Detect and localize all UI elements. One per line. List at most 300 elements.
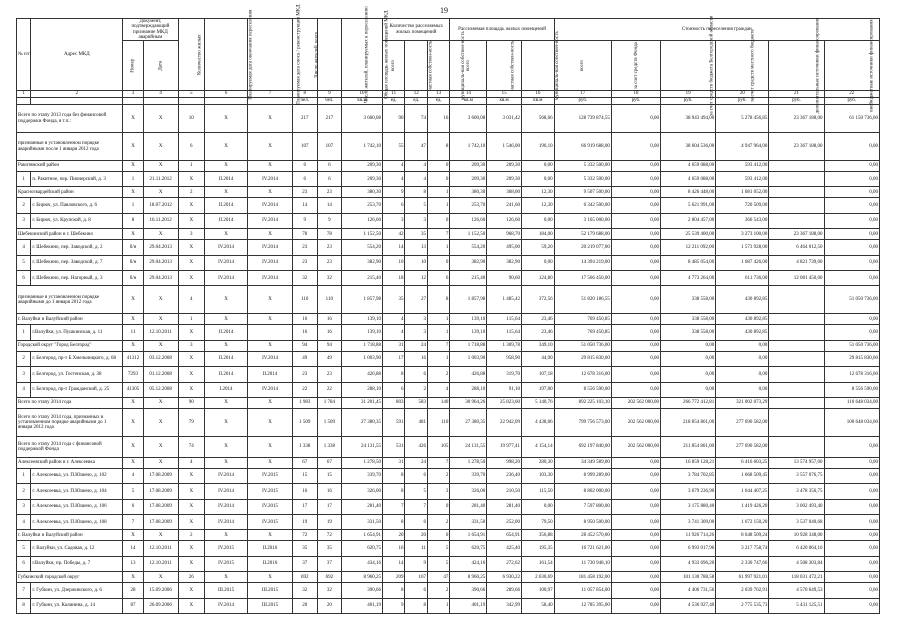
table-cell: 0,00 [611,484,660,499]
table-cell: 4 [405,172,427,187]
table-cell: 1 [427,198,449,213]
table-cell: 0,00 [611,133,660,161]
table-cell: IV.2014 [205,468,248,483]
table-cell: 5 431 125,51 [769,598,824,613]
page-number: 19 [440,6,448,15]
table-cell: 0 [427,172,449,187]
table-cell: X [205,187,248,198]
table-cell: 115,64 [487,325,522,340]
table-cell: 14 [382,556,404,571]
table-cell: X [123,229,143,240]
table-cell: 1 [123,198,143,213]
address-cell: г. Алексеевка, ул. П.Юшено, д. 106 [31,499,123,514]
table-cell: 0,00 [611,583,660,598]
table-cell: 692 [317,572,342,583]
table-cell: 34 349 589,00 [554,457,611,468]
table-cell: 5 [123,484,143,499]
table-cell: 61 150 736,00 [824,105,879,133]
table-cell: б/н [123,255,143,270]
address-cell: г. Бирюч, ул. Крупской, д. 8 [31,213,123,228]
table-cell: 110 [427,408,449,436]
header-cost: Стоимость переселения граждан [554,19,879,41]
table-cell: IV.2015 [248,484,293,499]
table-cell: 554,20 [342,240,383,255]
unit-cell [17,98,31,105]
table-cell: 32 [317,583,342,598]
table-cell: 209,30 [487,161,522,172]
table-cell: 8 556 590,00 [554,382,611,397]
table-cell: 0,00 [611,187,660,198]
table-cell: X [143,530,178,541]
table-cell: 103,30 [521,468,554,483]
table-cell: X [205,572,248,583]
table-cell: 29 815 830,00 [824,351,879,366]
header-cost-additional: дополнительные источники финансирования [769,41,824,91]
table-cell: 90,60 [487,270,522,285]
table-cell: 0,00 [611,325,660,340]
table-cell: 6 [317,172,342,187]
table-cell: IV.2014 [205,255,248,270]
table-cell: X [123,436,143,457]
table-cell: 3 600,08 [342,105,383,133]
table-cell: 1 857,98 [342,286,383,314]
table-cell: 1 338 [317,436,342,457]
table-cell: 01.12.2008 [143,367,178,382]
table-cell: X [178,172,205,187]
table-cell: 21.11.2012 [143,172,178,187]
table-cell: X [205,286,248,314]
column-number: 7 [248,91,293,98]
table-cell: 14 394 219,00 [554,255,611,270]
unit-cell: руб. [660,98,715,105]
table-cell: 29.04.2013 [143,240,178,255]
table-cell: 7293 [123,367,143,382]
table-cell: 6 [17,270,31,285]
table-cell: 0,00 [824,583,879,598]
table-cell: X [143,229,178,240]
table-cell: 2 [178,187,205,198]
table-row [17,556,880,571]
column-number: 16 [521,91,554,98]
table-cell: 1 152,50 [450,229,487,240]
table-cell: 288,10 [342,382,383,397]
table-cell: 16 859 128,21 [660,457,715,468]
header-cost-extrabudget: внебюджетные источники финансирования [824,41,879,91]
table-row [17,530,880,541]
table-cell: X [178,515,205,530]
table-cell: 209 [382,572,404,583]
table-cell: 0,00 [824,541,879,556]
table-cell: 14 [123,541,143,556]
table-cell: IV.2014 [248,240,293,255]
table-cell: 94 [317,340,342,351]
table-cell: 4 [382,161,404,172]
table-cell: 0 [427,161,449,172]
table-cell: 15 [317,468,342,483]
table-cell: 720 509,00 [716,198,769,213]
table-cell: 202 562 000,00 [611,397,660,408]
unit-cell: кв.м [450,98,487,105]
table-cell: 0,00 [611,351,660,366]
table-cell: 35 [382,286,404,314]
row-title: Губкинский городской округ [17,572,123,583]
column-number: 13 [427,91,449,98]
table-cell: 620,75 [450,541,487,556]
table-row [17,133,880,161]
header-address: Адрес МКД [31,19,123,91]
table-cell: 9 [382,598,404,613]
table-cell: 390,66 [342,583,383,598]
table-cell: 593 412,00 [716,161,769,172]
table-cell: 280,30 [521,457,554,468]
table-cell: X [248,408,293,436]
table-cell: 1 [427,314,449,325]
table-cell: 8 485 054,00 [660,255,715,270]
row-title: Всего по этапу 2014 года, признанных в установленном порядке аварийными до 1 января 2012 года [17,408,123,436]
table-cell: 0,00 [611,457,660,468]
table-cell: 0,00 [521,499,554,514]
table-cell: 0 [427,255,449,270]
table-cell: IV.2015 [248,499,293,514]
header-qty-municipal: муниципаль-ная собствен-ность [427,41,449,91]
table-cell: 8 648 509,24 [716,530,769,541]
column-number: 14 [450,91,487,98]
table-cell: 5 [17,541,31,556]
table-cell: 23 367 188,00 [769,133,824,161]
column-number: 4 [143,91,178,98]
table-cell: 2 [405,382,427,397]
table-cell: 0,00 [824,325,879,340]
table-cell: 5 [427,556,449,571]
table-cell: 799 756 573,00 [554,408,611,436]
table-cell: IV.2014 [248,351,293,366]
table-cell: 17 566 450,00 [554,270,611,285]
table-cell: 1 [178,161,205,172]
header-doc-number: Номер [123,41,143,91]
table-cell: 23,46 [521,314,554,325]
table-cell: 4 [178,286,205,314]
table-cell: 426 [405,436,427,457]
table-cell: 1 [427,187,449,198]
table-cell: 5 621 991,00 [660,198,715,213]
table-cell: 03.12.2008 [143,351,178,366]
table-cell: X [248,161,293,172]
table-cell: 272,62 [487,556,522,571]
table-cell: 11 [123,325,143,340]
table-cell: IV.2014 [248,172,293,187]
table-cell: 11 [405,541,427,556]
header-qty-private: частная собствен-ность [405,41,427,91]
table-cell: 67 [317,457,342,468]
table-cell: 8 [405,598,427,613]
table-cell: 0,00 [660,340,715,351]
resettlement-table [16,4,880,614]
table-cell: 5 [405,198,427,213]
table-cell: 338 558,00 [660,286,715,314]
table-cell: 1 784 [317,397,342,408]
table-cell: 6 [382,198,404,213]
table-cell: 2 [17,198,31,213]
table-cell: 0 [427,530,449,541]
table-cell: 23,46 [521,325,554,340]
table-cell: 23 [293,240,318,255]
unit-cell [31,98,123,105]
table-cell: 372,56 [521,286,554,314]
table-cell: 10 [405,255,427,270]
table-cell: 79 [178,408,205,436]
table-cell: 1 278,50 [342,457,383,468]
table-cell: 126,60 [342,213,383,228]
table-cell: 05.12.2008 [143,382,178,397]
table-cell: 90 [382,105,404,133]
table-cell: 6 [405,367,427,382]
table-cell [769,325,824,340]
table-cell: 25 539 400,00 [660,229,715,240]
table-cell: 401,19 [342,598,383,613]
table-cell: 266 772 412,81 [660,397,715,408]
address-cell: г. Алексеевка, ул. П.Юшено, д. 102 [31,468,123,483]
table-cell: X [178,325,205,340]
table-cell: 8 [382,484,404,499]
table-cell: 1 [123,172,143,187]
table-cell: 31 201,45 [342,397,383,408]
table-cell: 281,40 [487,499,522,514]
table-cell: X [248,105,293,133]
table-cell: 10 [382,255,404,270]
table-cell: 620,75 [342,541,383,556]
table-cell: 12.10.2011 [143,325,178,340]
table-cell: X [178,556,205,571]
table-cell: 1 [427,240,449,255]
table-cell: 0,00 [716,351,769,366]
table-cell: 12.10.2011 [143,541,178,556]
table-cell: 4 154,14 [521,436,554,457]
table-cell: X [205,314,248,325]
table-cell: 1 644 407,25 [716,484,769,499]
header-residents-reloc: Число жителей, планируемых к переселению [317,19,342,91]
table-cell: 23 [293,187,318,198]
row-title: признанные в установленном порядке аварийными после 1 января 2012 года [17,133,123,161]
table-cell: 289,66 [487,583,522,598]
table-cell: 3 217 758,74 [716,541,769,556]
table-cell: 6 [405,515,427,530]
table-cell: 42 [382,229,404,240]
table-cell: 342,99 [487,598,522,613]
table-cell: 0,00 [824,515,879,530]
header-document: Документ, подтверждающий признание МКД аварийным [123,19,178,41]
table-cell: 430 892,85 [716,286,769,314]
table-cell: 3 [17,213,31,228]
table-cell: 892 225 103,10 [554,397,611,408]
table-cell: 52 179 688,00 [554,229,611,240]
table-cell: 17.08.2009 [143,499,178,514]
table-cell: 5 332 500,00 [554,161,611,172]
table-cell [769,161,824,172]
table-cell: X [143,457,178,468]
table-cell: 0,00 [611,499,660,514]
column-number: 5 [178,91,205,98]
table-cell: 16 [317,314,342,325]
table-cell: 331,50 [342,515,383,530]
table-cell: 16 [293,484,318,499]
table-cell: 41305 [123,382,143,397]
table-cell: 0,00 [716,367,769,382]
table-cell: 3 784 702,85 [660,468,715,483]
table-cell: 9 [317,213,342,228]
table-cell: 126,60 [450,213,487,228]
row-title: Всего по этапу 2014 года [17,397,123,408]
table-cell: 4 [17,240,31,255]
table-cell: IV.2014 [248,198,293,213]
column-number: 9 [317,91,342,98]
table-cell: X [143,133,178,161]
unit-cell: ед. [382,98,404,105]
table-cell: 1 338 [293,436,318,457]
table-cell: 0 [427,499,449,514]
table-cell: 1 742,10 [342,133,383,161]
table-cell: 3 [405,325,427,340]
table-cell: 3 [382,213,404,228]
table-cell: 0,00 [824,499,879,514]
table-cell: 288,10 [450,382,487,397]
table-cell: 197,00 [521,382,554,397]
table-cell: 0,00 [611,240,660,255]
table-cell: 356,88 [521,530,554,541]
table-cell: X [178,213,205,228]
table-cell: 8 [382,583,404,598]
table-cell: X [248,133,293,161]
table-cell: 0,00 [824,229,879,240]
table-cell: X [248,572,293,583]
table-cell: 424,16 [450,556,487,571]
table-cell: 3 600,08 [450,105,487,133]
table-cell: X [248,340,293,351]
table-cell: X [178,198,205,213]
table-cell: 0,00 [824,240,879,255]
table-row [17,436,880,457]
table-cell: 202 562 000,00 [611,408,660,436]
table-cell: 139,10 [450,314,487,325]
unit-cell [205,98,248,105]
row-title: Шебекинский район и г. Шебекино [17,229,123,240]
table-cell: 12.10.2011 [143,556,178,571]
table-cell: IV.2015 [248,468,293,483]
table-cell: 4 [382,325,404,340]
table-cell: 105 [427,436,449,457]
table-cell: 12,30 [521,187,554,198]
table-cell: 47 [405,133,427,161]
table-cell: 1 [427,325,449,340]
table-cell: 1 419 426,20 [716,499,769,514]
table-cell: 17 [382,351,404,366]
table-cell: 382,90 [450,255,487,270]
table-cell: 24 131,55 [342,436,383,457]
header-qty-all: всего [382,41,404,91]
table-cell: 55 [382,133,404,161]
table-cell: X [205,408,248,436]
table-cell: 8 [123,213,143,228]
table-cell: 0,00 [611,530,660,541]
address-cell: п. Ракитное, пер. Пионерский, д. 3 [31,172,123,187]
table-cell: 7 [17,583,31,598]
address-cell: г. Бирюч, ул. Павловского, д. 6 [31,198,123,213]
column-number: 10 [342,91,383,98]
table-cell: 5 [405,484,427,499]
table-cell: 236,40 [487,468,522,483]
table-cell: 2 775 535,73 [716,598,769,613]
table-cell: 1 003,90 [342,351,383,366]
table-cell: 9 507 500,00 [554,187,611,198]
table-cell: X [248,397,293,408]
table-cell: 1 668 509,45 [716,468,769,483]
table-cell: 1 509 [293,408,318,436]
table-cell: 16 [317,484,342,499]
table-cell: б/н [123,240,143,255]
column-number: 3 [123,91,143,98]
table-cell: X [143,408,178,436]
table-cell: 0,00 [660,367,715,382]
table-body [17,105,880,614]
table-cell: X [205,161,248,172]
table-cell: X [123,397,143,408]
table-cell: 49 [293,351,318,366]
table-cell: 4 821 739,00 [769,255,824,270]
table-cell: 12 [405,270,427,285]
table-cell [769,351,824,366]
table-cell: 1 081 052,00 [716,187,769,198]
table-cell: 0,00 [824,255,879,270]
table-cell: 1 [427,598,449,613]
table-cell: 3 [178,229,205,240]
table-cell: X [248,530,293,541]
table-cell: 16 [382,541,404,556]
table-cell: 1 [178,314,205,325]
table-cell: 8 [427,133,449,161]
table-cell: 31 [382,457,404,468]
table-cell: 107 [317,133,342,161]
table-cell: II.2016 [248,541,293,556]
table-cell: 593 412,00 [716,172,769,187]
table-cell: X [205,457,248,468]
table-cell: 0,00 [824,213,879,228]
address-cell: г.Валуйки, ул. Пушкинская, д. 11 [31,325,123,340]
table-cell: 583 [405,397,427,408]
table-cell: 11 730 948,10 [554,556,611,571]
table-cell: 0,00 [824,457,879,468]
column-number: 12 [405,91,427,98]
table-cell: 0,00 [824,270,879,285]
table-cell: 18.07.2012 [143,198,178,213]
table-cell: 140 [427,397,449,408]
table-cell: X [123,530,143,541]
table-cell: 0,00 [611,382,660,397]
table-cell: 568,66 [521,105,554,133]
table-cell: 3 [405,314,427,325]
table-row [17,457,880,468]
table-cell: 27 [405,286,427,314]
table-cell: 6 464 012,50 [769,240,824,255]
table-cell: X [123,572,143,583]
table-cell: 7 [427,229,449,240]
table-cell: 692 197 840,00 [554,436,611,457]
table-row [17,198,880,213]
table-cell [769,367,824,382]
table-cell: IV.2014 [205,515,248,530]
table-cell: 2 [178,530,205,541]
table-cell: 110 648 034,00 [824,397,879,408]
table-cell: 1 [17,468,31,483]
table-cell: 26 [178,572,205,583]
